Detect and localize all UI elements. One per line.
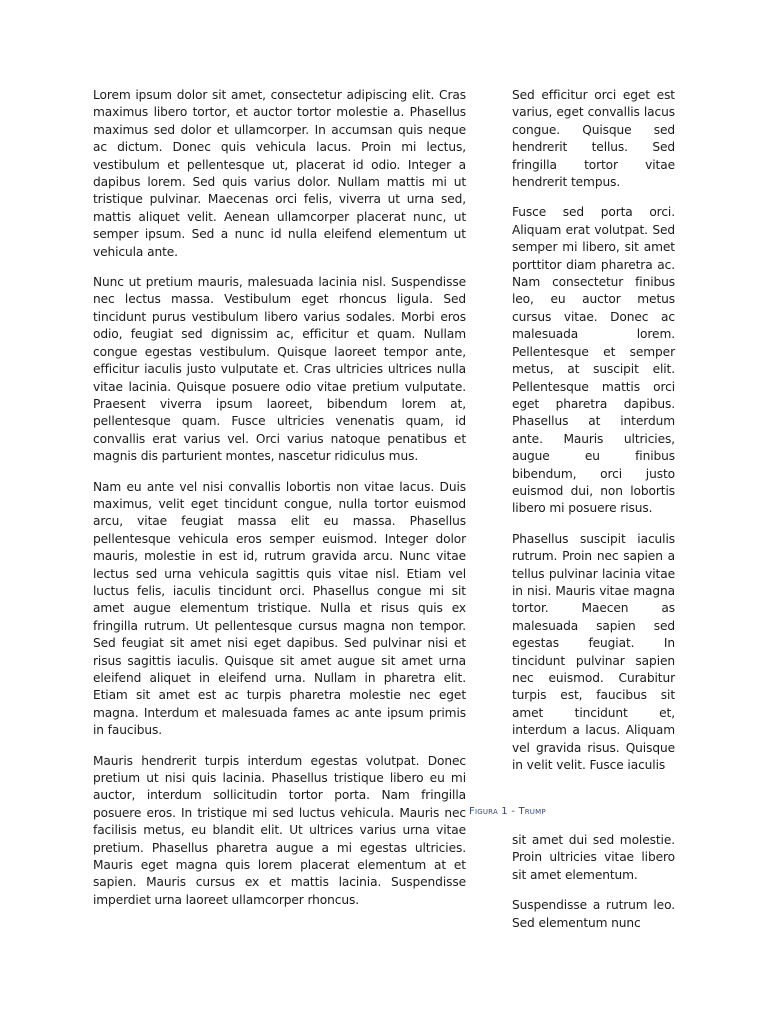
main-text-column <box>93 87 466 922</box>
main-paragraph-4: Mauris hendrerit turpis interdum egestas volutpat. Donec pretium ut nisi quis lacinia. Phasellus tristique libero eu mi auctor, interdum sollicitudin tortor porta. Nam fringilla posuere eros. In tristique mi sed luctus vehicula. Mauris nec facilisis metus, eu blandit elit. Ut ultrices varius urna vitae pretium. Phasellus pharetra augue a mi egestas ultricies. Mauris eget magna quis lorem placerat elementum at et sapien. Mauris cursus ex et mattis lacinia. Suspendisse imperdiet urna laoreet ullamcorper rhoncus. <box>93 753 466 907</box>
side-text-column-bottom <box>512 832 675 945</box>
main-paragraph-1: Lorem ipsum dolor sit amet, consectetur adipiscing elit. Cras maximus libero tortor, et auctor tortor molestie a. Phasellus maximus sed dolor et ullamcorper. In accumsan quis neque ac dictum. Donec quis vehicula lacus. Proin mi lectus, vestibulum et pellentesque ut, placerat id odio. Integer a dapibus lorem. Sed quis varius dolor. Nullam mattis mi ut tristique pulvinar. Maecenas orci felis, viverra ut urna sed, mattis aliquet velit. Aenean ullamcorper placerat nunc, ut semper ipsum. Sed a nunc id nulla eleifend elementum ut vehicula ante. <box>93 88 466 259</box>
main-paragraph-3: Nam eu ante vel nisi convallis lobortis non vitae lacus. Duis maximus, velit eget tincidunt congue, nulla tortor euismod arcu, vitae feugiat massa elit eu massa. Phasellus pellentesque vehicula eros semper euismod. Integer dolor mauris, molestie in est id, rutrum gravida arcu. Nunc vitae lectus sed urna vehicula sagittis quis vitae nisl. Etiam vel luctus felis, iaculis tincidunt orci. Phasellus congue mi sit amet augue elementum tristique. Nulla et risus quis ex fringilla rutrum. Ut pellentesque cursus magna non tempor. Sed feugiat sit amet nisi eget dapibus. Sed pulvinar nisi et risus sagittis iaculis. Quisque sit amet augue sit amet urna eleifend aliquet in eleifend urna. Nullam in pharetra elit. Etiam sit amet est ac turpis pharetra molestie nec eget magna. Interdum et malesuada fames ac ante ipsum primis in faucibus. <box>93 479 466 738</box>
side-paragraph-4: sit amet dui sed molestie. Proin ultricies vitae libero sit amet elementum. <box>512 833 675 882</box>
side-paragraph-5: Suspendisse a rutrum leo. Sed elementum nunc <box>512 898 675 930</box>
side-paragraph-3: Phasellus suscipit iaculis rutrum. Proin nec sapien a tellus pulvinar lacinia vitae in nisi. Mauris vitae magna tortor. Maecen as malesuada sapien sed egestas feugiat. In tincidunt pulvinar sapien nec euismod. Curabitur turpis est, faucibus sit amet tincidunt et, interdum a lacus. Aliquam vel gravida risus. Quisque in velit velit. Fusce iaculis <box>512 531 675 773</box>
figure-caption: Figura 1 - Trump <box>469 806 546 817</box>
side-text-column-top <box>512 87 675 787</box>
side-paragraph-2: Fusce sed porta orci. Aliquam erat volutpat. Sed semper mi libero, sit amet porttitor diam pharetra ac. Nam consectetur finibus leo, eu auctor metus cursus vitae. Donec ac malesuada lorem. Pellentesque et semper metus, at suscipit elit. Pellentesque mattis orci eget pharetra dapibus. Phasellus at interdum ante. Mauris ultricies, augue eu finibus bibendum, orci justo euismod dui, non lobortis libero mi posuere risus. <box>512 205 675 516</box>
side-paragraph-1: Sed efficitur orci eget est varius, eget convallis lacus congue. Quisque sed hendrerit tellus. Sed fringilla tortor vitae hendrerit tempus. <box>512 88 675 190</box>
main-paragraph-2: Nunc ut pretium mauris, malesuada lacinia nisl. Suspendisse nec lectus massa. Vestibulum eget rhoncus ligula. Sed tincidunt purus vestibulum libero varius sodales. Morbi eros odio, feugiat sed dignissim ac, efficitur et quam. Nullam congue egestas vestibulum. Quisque laoreet tempor ante, efficitur iaculis justo vulputate et. Cras ultricies ultrices nulla vitae lacinia. Quisque posuere odio vitae pretium vulputate. Praesent viverra ipsum laoreet, bibendum lorem at, pellentesque quam. Fusce ultricies venenatis quam, id convallis erat varius vel. Orci varius natoque penatibus et magnis dis parturient montes, nascetur ridiculus mus. <box>93 275 466 464</box>
